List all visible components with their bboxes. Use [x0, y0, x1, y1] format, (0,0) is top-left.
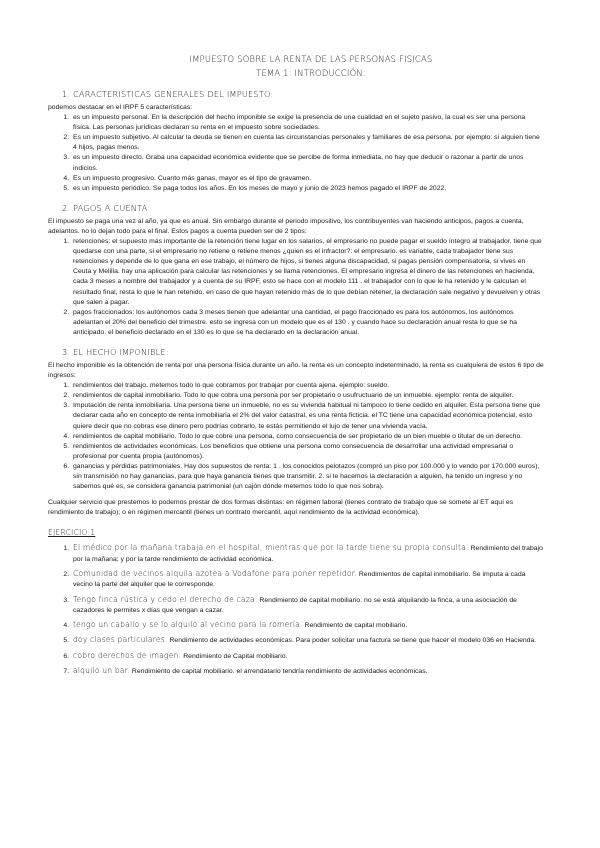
exercise-item — [71, 595, 544, 617]
section-3-heading: 3. EL HECHO IMPONIBLE: — [62, 346, 169, 357]
section-3-intro: El hecho imponible es la obtención de renta por una persona física durante un año. la renta es un concepto indeterminado, la renta es cualquiera de estos 6 tipo de ingresos: — [48, 361, 544, 380]
exercise-answer: Rendimiento de capital mobiliario. — [302, 622, 408, 630]
list-item: 4. Es un impuesto progresivo. Cuanto más ganas, mayor es el tipo de gravamen. — [71, 174, 544, 184]
exercise-item — [71, 569, 544, 591]
list-item: 2. Es un impuesto subjetivo. Al calcular la deuda se tienen en cuenta las circunstancias personales y familiares de esa persona. por ejemplo: si alguien tiene 4 hijos, pagas menos. — [71, 133, 544, 153]
section-1-heading: 1. CARACTERISTICAS GENERALES DEL IMPUESTO: — [62, 89, 274, 99]
exercise-answer: Rendimiento de capital mobiliario. no se está alquilando la finca, a una asociación de cazadores le permites x días que vengan a cazar. — [73, 596, 517, 614]
list-item: 3. es un impuesto directo. Graba una capacidad económica evidente que se percibe de forma inmediata, no hay que deducir o razonar a partir de unos indicios. — [71, 153, 544, 173]
list-item: 3. Imputación de renta inmobiliaria. Una persona tiene un inmueble, no es su vivienda habitual ni tampoco lo tiene cedido en alquiler. Esta persona tiene que declarar cada año en concepto de renta inmobiliaria el 2% del valor catastral, es una renta ficticia. el TC tiene una capacidad económica potencial, esto quiere decir que no cobras ese dinero pero podrías cobrarlo, te estás permitiendo el lujo de tener una vivienda vacía. — [71, 401, 544, 431]
exercise-item — [71, 543, 544, 565]
exercise-statement: alquilo un bar. — [73, 666, 131, 676]
list-item: 1. rendimientos del trabajo. metemos todo lo que cobramos por trabajar por cuenta ajena. ejemplo: sueldo. — [71, 381, 544, 391]
document-subtitle: TEMA 1: INTRODUCCIÓN: — [256, 68, 366, 78]
exercise-answer: Rendimientos de capital inmobiliario. Se imputa a cada vecino la parte del alquiler que le corresponde. — [73, 570, 526, 589]
exercise-item — [71, 620, 544, 631]
list-item: 1. retenciones: el supuesto más importante de la retención tiene lugar en los salarios, el empresario no puede pagar el sueldo íntegro al trabajador, tiene que quedarse con una parte, si el empresario no retiene o retiene menos ¿quien es el infractor?: el empresario. es variable, cada trabajador tiene sus retenciones y depende de lo que gana en ese trabajo, el número de hijos, si tienes alguna discapacidad, si pagas pensión compensatoria, si vives en Ceuta y Melilla. hay una aplicación para calcular las retenciones y se llama retenciones. El empresario ingresa el dinero de las retenciones en hacienda, cada 3 meses a nombre del trabajador y a cuenta de su IRPF, esto se hace con el modelo 111 . el trabajador con lo que le ha retenido y le calculan el resultado final, resta lo que le han retenido. en caso de que hayan retenido más de lo que debían retener, la declaración sale negativo y devuelven y otras que salen a pagar. — [71, 237, 544, 308]
exercise-heading: EJERCICIO 1 — [48, 528, 96, 538]
exercise-answer: Rendimiento de capital mobiliario. el arrendatario tendría rendimiento de actividades económicas. — [130, 668, 428, 676]
section-1-list — [48, 113, 544, 194]
exercise-item — [71, 666, 544, 677]
list-item: 1. es un impuesto personal. En la descripción del hecho imponible se exige la presencia de una cualidad en el sujeto pasivo, la cual es ser una persona física. Las personas jurídicas declaran su renta en el impuesto sobre sociedades. — [71, 113, 544, 133]
section-2-list — [48, 237, 544, 338]
exercise-statement: Tengo finca rústica y cedo el derecho de caza. — [73, 594, 258, 604]
section-2-heading: 2. PAGOS A CUENTA — [62, 202, 148, 213]
exercise-statement: tengo un caballo y se lo alquilo al vecino para la romería. — [73, 620, 303, 630]
list-item: 6. ganancias y pérdidas patrimoniales. Hay dos supuestos de renta: 1 . los conocidos pelotazos (compró un piso por 100.000 y lo vendo por 170.000 euros), sin transmisión no hay ganancias, para que haya ganancia tienes que transmitir. 2. si le hacemos la declaración a alguien, ha tenido un ingreso y no sabemos qué es, se considera ganancia patrimonial (un cajón dónde metemos todo lo que nos sobra). — [71, 462, 544, 492]
exercise-item — [71, 635, 544, 646]
exercise-item — [71, 651, 544, 662]
list-item: 2. rendimientos de capital inmobiliario. Todo lo que cobra una persona por ser propietario o usufructuario de un inmueble. ejemplo: renta de alquiler. — [71, 391, 544, 401]
list-item: 4. rendimientos de capital mobiliario. Todo lo que cobre una persona, como consecuencia de ser propietario de un bien mueble o titular de un derecho. — [71, 432, 544, 442]
exercise-statement: El médico por la mañana trabaja en el hospital, mientras que por la tarde tiene su propia consulta. — [73, 543, 469, 553]
section-3-list — [48, 381, 544, 492]
section-3-outro: Cualquier servicio que prestemos lo podemos prestar de dos formas distintas: en régimen laboral (tienes contrato de trabajo que se somete al ET aquí es rendimiento de trabajo); o en régimen mercantil (tienes un contrato mercantil, aquí rendimiento de la actividad económica). — [48, 499, 514, 517]
section-1-intro: podemos destacar en el IRPF 5 características: — [48, 104, 193, 111]
document-title: IMPUESTO SOBRE LA RENTA DE LAS PERSONAS FISICAS — [189, 54, 433, 64]
exercise-statement: Comunidad de vecinos alquila azotea a Vodafone para poner repetidor. — [73, 568, 357, 578]
exercise-answer: Rendimiento de Capital mobiliario. — [181, 652, 288, 660]
exercise-answer: Rendimiento de actividades económicas. Para poder solicitar una factura se tiene que hacer el modelo 036 en Hacienda. — [167, 637, 537, 645]
exercise-list — [48, 543, 544, 677]
exercise-statement: doy clases particulares. — [73, 635, 168, 645]
list-item: 5. es un impuesto periódico. Se paga todos los años. En los meses de mayo y junio de 2023 hemos pagado el IRPF de 2022. — [71, 184, 544, 194]
exercise-statement: cobro derechos de imagen. — [73, 650, 182, 660]
section-2-intro: El impuesto se paga una vez al año, ya que es anual. Sin embargo durante el periodo impositivo, los contribuyentes van haciendo anticipos, pagos a cuenta, adelantos. no lo dejan todo para el final. Estos pagos a cuenta pueden ser de 2 tipos: — [48, 217, 524, 235]
exercise-answer: Rendimiento del trabajo por la mañana; y por la tarde rendimiento de actividad económica. — [73, 545, 543, 563]
list-item: 5. rendimientos de actividades económicas. Los beneficios que obtiene una persona como consecuencia de desarrollar una actividad empresarial o profesional por cuenta propia (autónomos). — [71, 442, 544, 462]
list-item: 2. pagos fraccionados: los autónomos cada 3 meses tienen que adelantar una cantidad, el pago fraccionado es para los autónomos, los autónomos adelantan el 20% del beneficio del trimestre. esto se ingresa con un modelo que es el 130 . y cuando hace su declaración anual resta lo que se ha anticipado. el beneficio declarado en el 130 es lo que se ha declarado en la declaración anual. — [71, 308, 544, 338]
